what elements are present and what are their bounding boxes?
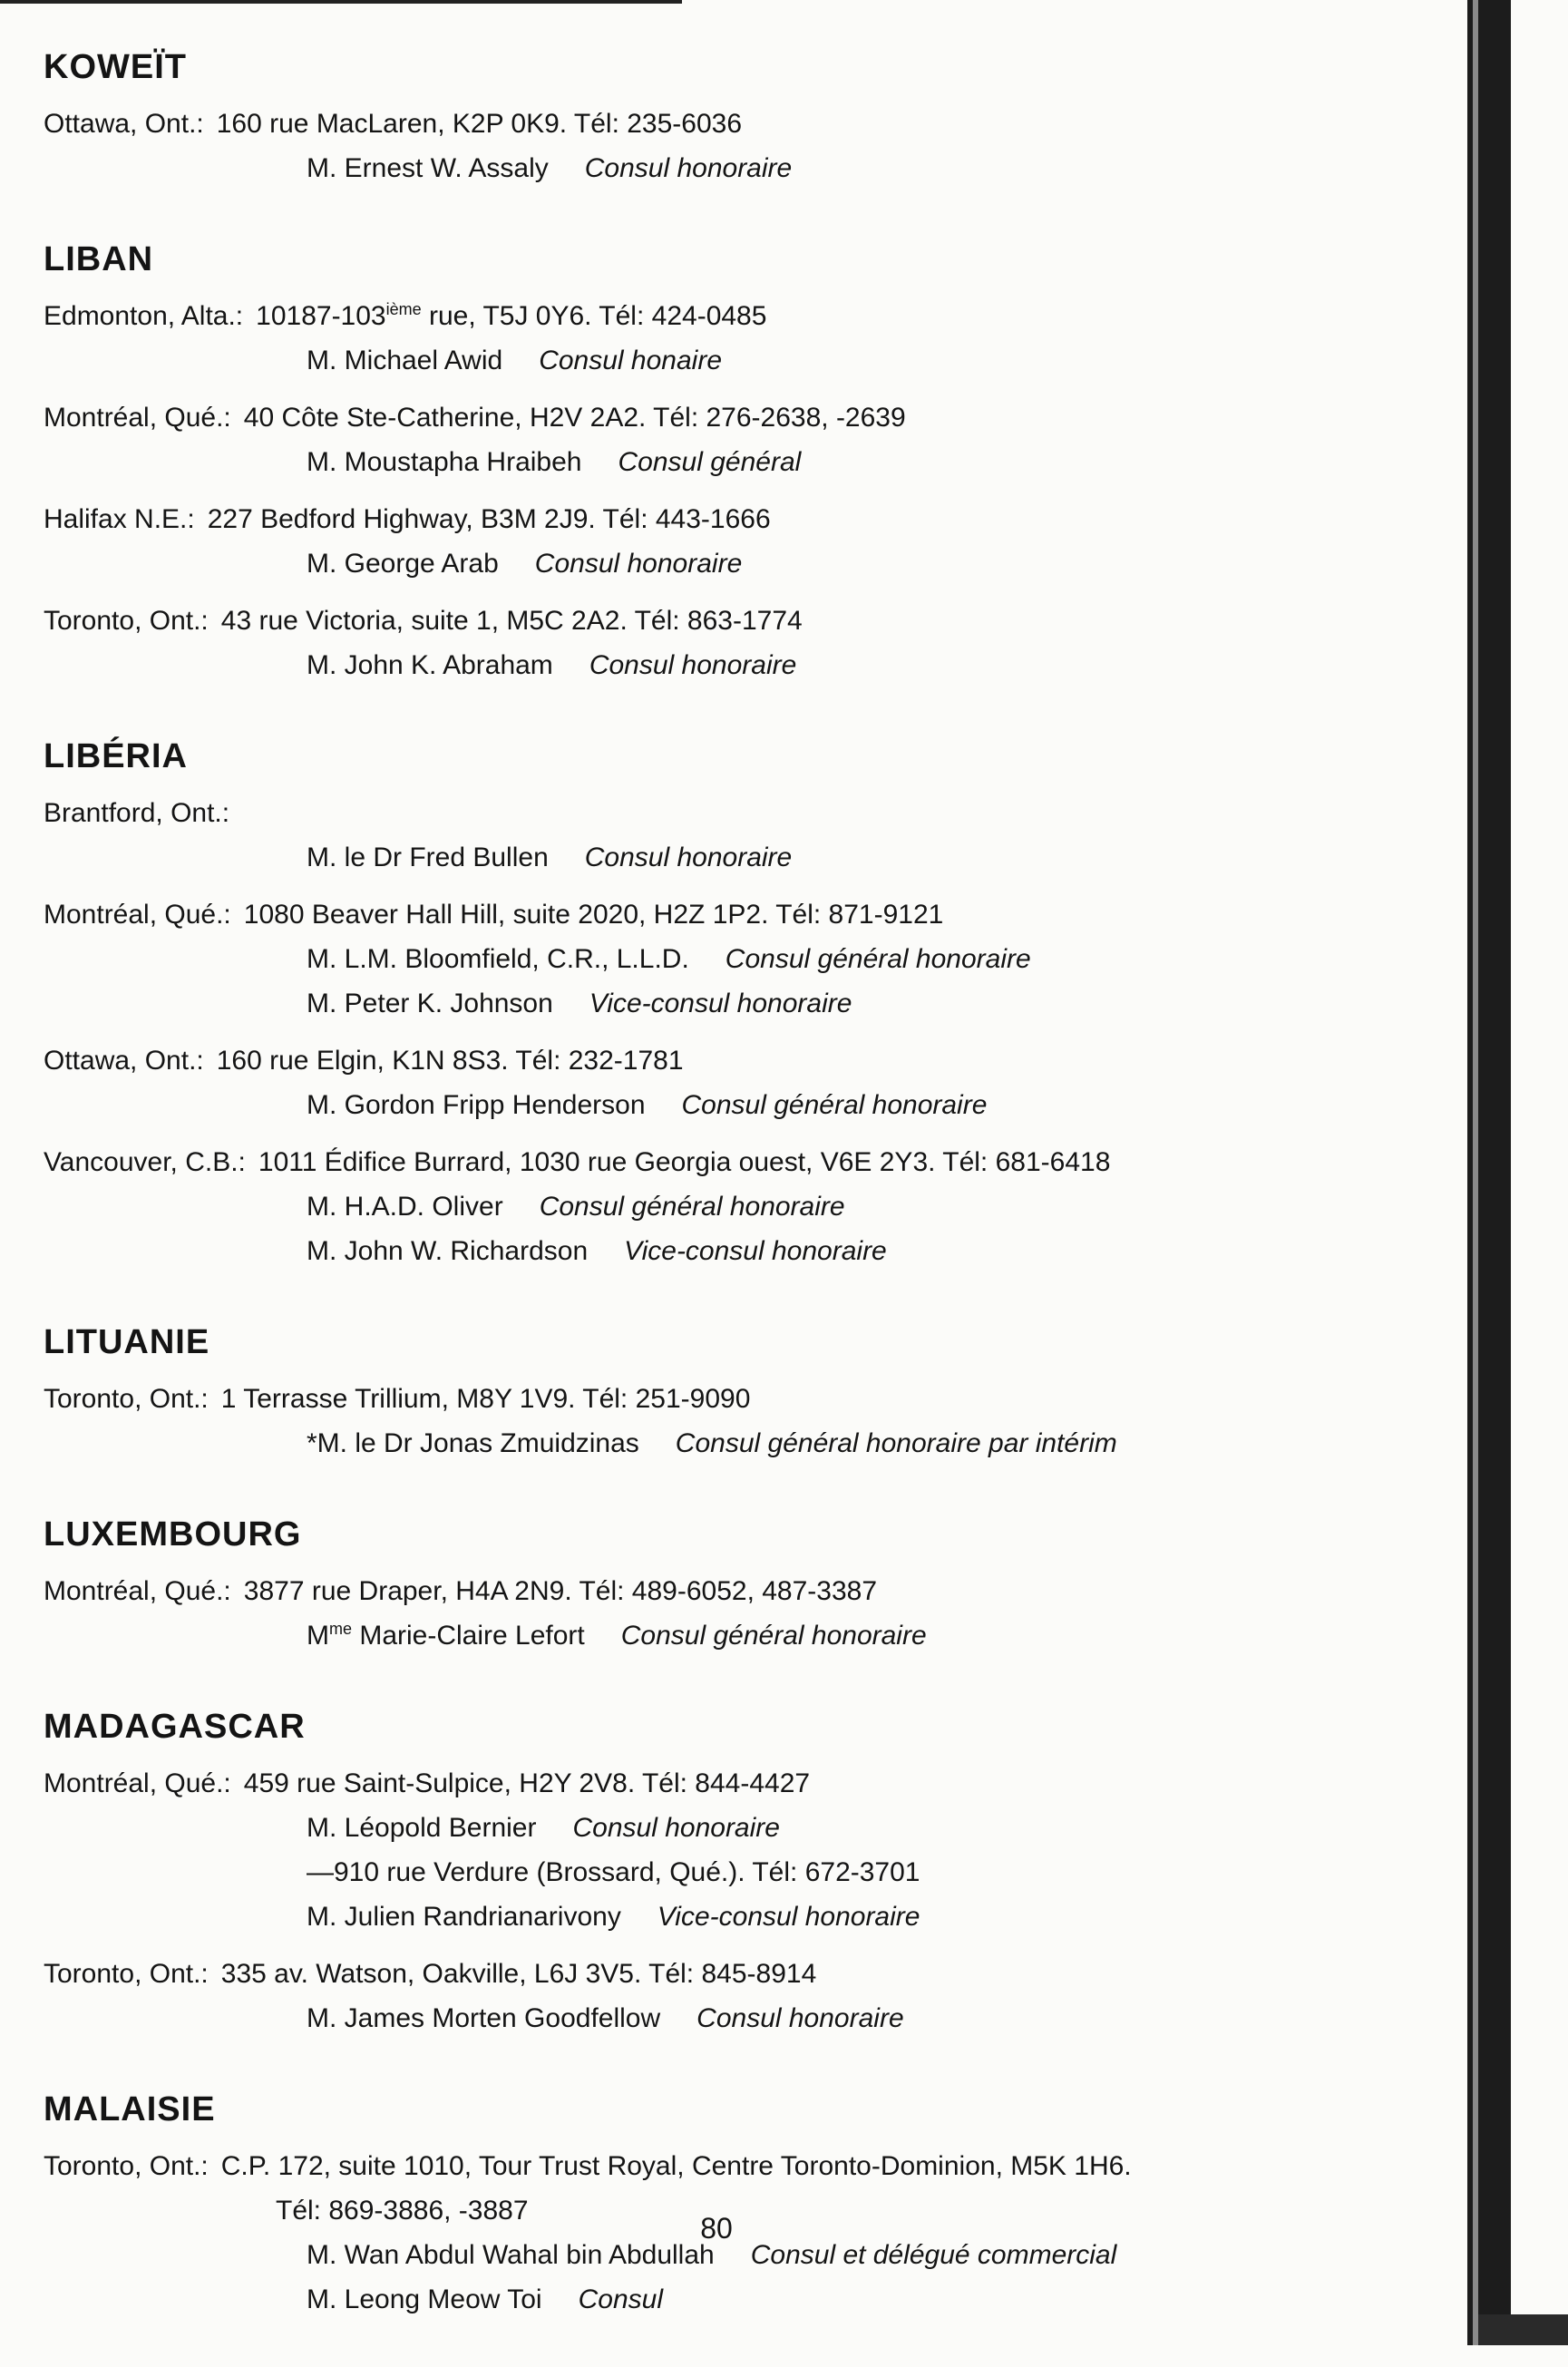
official-line	[44, 146, 1422, 190]
city-label: Toronto, Ont.:	[44, 1959, 209, 1989]
address-text: rue, T5J 0Y6. Tél: 424-0485	[421, 301, 767, 331]
city-label: Toronto, Ont.:	[44, 1384, 209, 1414]
city-label: Halifax N.E.:	[44, 504, 195, 534]
consulate-first-line	[44, 497, 1422, 541]
city-label: Montréal, Qué.:	[44, 1768, 231, 1798]
address	[217, 1046, 684, 1076]
country-name: KOWEÏT	[44, 48, 187, 86]
official-title: Consul honoraire	[589, 650, 797, 680]
city-label: Montréal, Qué.:	[44, 403, 231, 433]
official-line	[44, 937, 1422, 981]
official-title: Consul honoraire	[584, 153, 793, 183]
official-line	[44, 643, 1422, 687]
directory-content	[44, 44, 1422, 2367]
consulate-entry	[44, 1569, 1422, 1658]
official-title: Vice-consul honoraire	[624, 1236, 887, 1266]
address-text: 160 rue MacLaren, K2P 0K9. Tél: 235-6036	[216, 109, 743, 139]
country-section	[44, 733, 1422, 1273]
city-label: Montréal, Qué.:	[44, 900, 231, 930]
consulate-entry	[44, 1952, 1422, 2041]
address	[244, 900, 944, 930]
address-text: 40 Côte Ste-Catherine, H2V 2A2. Tél: 276-2638, -2639	[243, 403, 906, 433]
official-line	[44, 2277, 1422, 2322]
address-text: 1011 Édifice Burrard, 1030 rue Georgia ouest, V6E 2Y3. Tél: 681-6418	[258, 1147, 1111, 1177]
address-continuation: —910 rue Verdure (Brossard, Qué.). Tél: 672-3701	[307, 1857, 920, 1887]
address	[217, 109, 742, 139]
address-text: 43 rue Victoria, suite 1, M5C 2A2. Tél: 863-1774	[220, 606, 803, 636]
address-text: 459 rue Saint-Sulpice, H2Y 2V8. Tél: 844-4427	[243, 1768, 811, 1798]
official-title: Consul honoraire	[696, 2003, 904, 2033]
official-line	[44, 1229, 1422, 1273]
official-title: Consul honoraire	[584, 843, 793, 872]
official-title: Consul honoraire	[572, 1813, 780, 1843]
official-title: Consul général honoraire	[620, 1621, 927, 1651]
official-name: M. Julien Randrianarivony	[307, 1902, 621, 1932]
consulate-entry	[44, 1038, 1422, 1127]
official-line	[44, 541, 1422, 586]
address	[221, 2151, 1132, 2181]
country-name: MADAGASCAR	[44, 1708, 306, 1746]
address	[221, 1384, 751, 1414]
consulate-entry	[44, 395, 1422, 484]
consulate-first-line	[44, 791, 1422, 835]
official-line	[44, 1421, 1422, 1466]
official-line	[44, 1895, 1422, 1939]
consulate-first-line	[44, 1140, 1422, 1184]
official-name: M. James Morten Goodfellow	[307, 2003, 661, 2033]
title-abbrev-suffix: me	[329, 1620, 353, 1638]
consulate-entry	[44, 1140, 1422, 1273]
city-label: Toronto, Ont.:	[44, 2151, 209, 2181]
official-line	[44, 835, 1422, 880]
city-label: Edmonton, Alta.:	[44, 301, 244, 331]
official-name: M. Moustapha Hraibeh	[307, 447, 582, 477]
address	[244, 403, 906, 433]
official-line	[44, 1996, 1422, 2041]
country-name: LIBÉRIA	[44, 737, 188, 775]
country-section	[44, 1319, 1422, 1466]
address-text: 160 rue Elgin, K1N 8S3. Tél: 232-1781	[216, 1046, 684, 1076]
consulate-first-line	[44, 1377, 1422, 1421]
official-name: M. Leong Meow Toi	[307, 2284, 542, 2314]
city-label: Montréal, Qué.:	[44, 1576, 231, 1606]
official-name: M. le Dr Fred Bullen	[307, 843, 549, 872]
official-title: Consul et délégué commercial	[750, 2240, 1117, 2270]
official-line	[44, 1850, 1422, 1895]
official-name: M. Wan Abdul Wahal bin Abdullah	[307, 2240, 715, 2270]
address	[208, 504, 771, 534]
official-name: *M. le Dr Jonas Zmuidzinas	[307, 1428, 639, 1458]
consulate-entry	[44, 599, 1422, 687]
page-edge-foot	[1478, 2314, 1568, 2345]
official-title: Consul honaire	[539, 346, 722, 375]
official-line	[44, 1184, 1422, 1229]
address-text: 227 Bedford Highway, B3M 2J9. Tél: 443-1666	[207, 504, 771, 534]
address	[258, 1147, 1111, 1177]
address-text: 3877 rue Draper, H4A 2N9. Tél: 489-6052, 487-3387	[243, 1576, 878, 1606]
official-title: Consul honoraire	[534, 549, 743, 579]
country-section	[44, 1703, 1422, 2041]
official-line	[44, 338, 1422, 383]
official-line	[44, 1806, 1422, 1850]
consulate-first-line	[44, 892, 1422, 937]
official-name: M. Peter K. Johnson	[307, 989, 553, 1018]
official-name-part: Marie-Claire Lefort	[352, 1621, 585, 1651]
official-name: M. H.A.D. Oliver	[307, 1192, 503, 1222]
country-name: LUXEMBOURG	[44, 1515, 302, 1554]
page-edge-highlight	[1473, 0, 1478, 2345]
country-section	[44, 44, 1422, 190]
consulate-entry	[44, 1761, 1422, 1939]
consulate-entry	[44, 102, 1422, 190]
address-continuation: Tél: 869-3886, -3887	[276, 2196, 529, 2226]
official-line	[44, 1613, 1422, 1658]
ordinal-suffix: ième	[385, 300, 422, 318]
official-name: M. Michael Awid	[307, 346, 503, 375]
address	[221, 606, 803, 636]
official-title: Vice-consul honoraire	[657, 1902, 920, 1932]
official-title: Vice-consul honoraire	[589, 989, 852, 1018]
consulate-entry	[44, 294, 1422, 383]
official-name: M. John W. Richardson	[307, 1236, 589, 1266]
address-text: C.P. 172, suite 1010, Tour Trust Royal, Centre Toronto-Dominion, M5K 1H6.	[220, 2151, 1132, 2181]
address-text: 10187-103	[256, 301, 386, 331]
official-name: M. George Arab	[307, 549, 499, 579]
official-title: Consul général honoraire par intérim	[675, 1428, 1117, 1458]
consulate-first-line	[44, 1761, 1422, 1806]
city-label: Toronto, Ont.:	[44, 606, 209, 636]
consulate-entry	[44, 791, 1422, 880]
address	[221, 1959, 816, 1989]
top-rule	[0, 0, 682, 4]
consulate-first-line	[44, 599, 1422, 643]
address-text: 1 Terrasse Trillium, M8Y 1V9. Tél: 251-9090	[220, 1384, 751, 1414]
official-name: M. Léopold Bernier	[307, 1813, 537, 1843]
consulate-entry	[44, 892, 1422, 1026]
city-label: Brantford, Ont.:	[44, 798, 230, 828]
page-number: 80	[700, 2212, 733, 2245]
consulate-entry	[44, 497, 1422, 586]
address	[244, 1768, 810, 1798]
official-title: Consul général honoraire	[539, 1192, 845, 1222]
official-name	[307, 1621, 585, 1651]
country-section	[44, 236, 1422, 687]
city-label: Ottawa, Ont.:	[44, 1046, 204, 1076]
official-name: M. John K. Abraham	[307, 650, 553, 680]
country-name: LIBAN	[44, 240, 154, 278]
address-text: 1080 Beaver Hall Hill, suite 2020, H2Z 1P2. Tél: 871-9121	[243, 900, 944, 930]
country-name: MALAISIE	[44, 2090, 216, 2128]
official-name: M. Gordon Fripp Henderson	[307, 1090, 646, 1120]
consulate-entry	[44, 1377, 1422, 1466]
official-name-part: M	[307, 1621, 329, 1651]
official-title: Consul général	[618, 447, 802, 477]
official-name: M. Ernest W. Assaly	[307, 153, 549, 183]
official-name: M. L.M. Bloomfield, C.R., L.L.D.	[307, 944, 689, 974]
consulate-first-line	[44, 102, 1422, 146]
official-line	[44, 981, 1422, 1026]
official-line	[44, 1083, 1422, 1127]
consulate-first-line	[44, 1569, 1422, 1613]
consulate-first-line	[44, 1952, 1422, 1996]
official-title: Consul général honoraire	[725, 944, 1031, 974]
country-section	[44, 1511, 1422, 1658]
consulate-first-line	[44, 395, 1422, 440]
official-line	[44, 440, 1422, 484]
address-text: 335 av. Watson, Oakville, L6J 3V5. Tél: 845-8914	[220, 1959, 817, 1989]
official-title: Consul général honoraire	[681, 1090, 988, 1120]
consulate-first-line	[44, 2144, 1422, 2188]
consulate-first-line	[44, 1038, 1422, 1083]
country-section	[44, 2086, 1422, 2322]
address	[256, 301, 766, 331]
consulate-first-line	[44, 294, 1422, 338]
city-label: Vancouver, C.B.:	[44, 1147, 246, 1177]
city-label: Ottawa, Ont.:	[44, 109, 204, 139]
official-title: Consul	[578, 2284, 663, 2314]
address	[244, 1576, 877, 1606]
country-name: LITUANIE	[44, 1323, 210, 1361]
